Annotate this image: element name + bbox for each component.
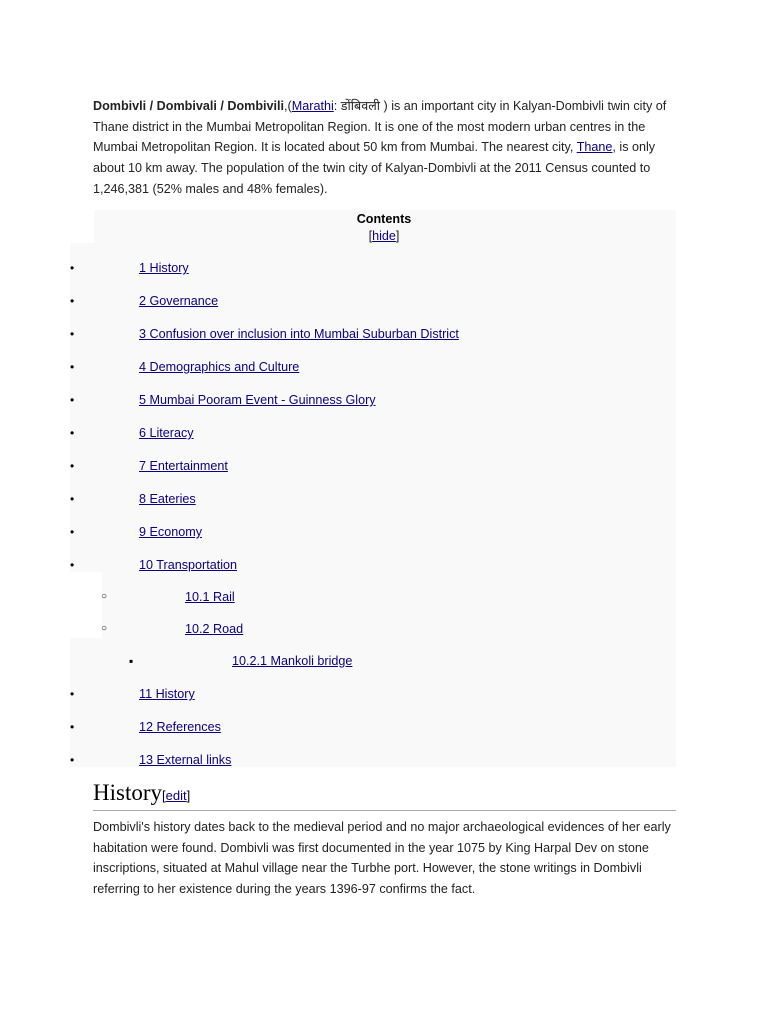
toc-item (0, 259, 768, 277)
history-paragraph: Dombivli's history dates back to the medieval period and no major archaeological evidences of her early habitation were found. Dombivli was first documented in the year 1075 by King Harpal Dev on stone inscriptions, situated at Mahul village near the Turbhe port. However, the stone writings in Dombivli referring to her existence during the years 1396-97 confirms the fact. (93, 820, 671, 896)
toc-item (0, 490, 768, 508)
edit-link[interactable]: edit (165, 788, 187, 803)
disc-bullet-icon: • (70, 294, 75, 308)
toc-item (0, 424, 768, 442)
intro-text-1: : डोंबिवली ) is an important city in Kalyan-Dombivli twin city of Thane district in the Mumbai Metropolitan Region. It is one of the most modern urban centres in the Mumbai Metropolitan Region. It is located about 50 km from Mumbai. The nearest city, (93, 99, 667, 155)
toc-hide-bracket: ] (395, 229, 400, 243)
toc-link[interactable]: 10.1 Rail (185, 590, 235, 604)
toc-link[interactable]: 4 Demographics and Culture (139, 360, 300, 374)
article-lead-title: Dombivli / Dombivali / Dombivili (93, 99, 285, 113)
disc-bullet-icon: • (70, 753, 75, 767)
disc-bullet-icon: • (70, 261, 75, 275)
toc-link[interactable]: 13 External links (139, 753, 232, 767)
toc-item (0, 620, 768, 638)
toc-item (0, 718, 768, 736)
disc-bullet-icon: • (70, 360, 75, 374)
toc-item (0, 751, 768, 769)
intro-text-2: , is only about 10 km away. The population of the twin city of Kalyan-Dombivli at the 2011 Census counted to 1,246,381 (52% males and 48% females). (93, 140, 656, 196)
toc-link[interactable]: 5 Mumbai Pooram Event - Guinness Glory (139, 393, 376, 407)
disc-bullet-icon: • (70, 720, 75, 734)
square-bullet-icon: ▪ (129, 654, 134, 668)
toc-item (0, 652, 768, 670)
edit-bracket: [ (162, 788, 166, 803)
intro-paragraph (93, 96, 676, 200)
marathi-link[interactable]: Marathi (291, 99, 334, 113)
disc-bullet-icon: • (70, 558, 75, 572)
disc-bullet-icon: • (70, 459, 75, 473)
toc-hide-bracket: [ (368, 229, 373, 243)
toc-item (0, 358, 768, 376)
disc-bullet-icon: • (70, 492, 75, 506)
edit-section (162, 788, 190, 803)
disc-bullet-icon: • (70, 393, 75, 407)
toc-link[interactable]: 6 Literacy (139, 426, 194, 440)
toc-item (0, 325, 768, 343)
toc-item (0, 588, 768, 606)
toc-link[interactable]: 10.2 Road (185, 622, 244, 636)
disc-bullet-icon: • (70, 687, 75, 701)
toc-link[interactable]: 11 History (139, 687, 195, 701)
history-heading-text: History (93, 780, 162, 805)
disc-bullet-icon: • (70, 327, 75, 341)
toc-item (0, 391, 768, 409)
toc-link[interactable]: 10 Transportation (139, 558, 238, 572)
circle-bullet-icon: ○ (101, 591, 108, 602)
toc-hide-toggle (0, 228, 768, 244)
toc-link[interactable]: 7 Entertainment (139, 459, 228, 473)
toc-title: Contents (356, 212, 412, 226)
toc-link[interactable]: 9 Economy (139, 525, 202, 539)
toc-link[interactable]: 3 Confusion over inclusion into Mumbai Suburban District (139, 327, 459, 341)
toc-item (0, 523, 768, 541)
intro-paren: ,( (284, 99, 292, 113)
toc-item (0, 556, 768, 574)
toc-item (0, 292, 768, 310)
toc-link[interactable]: 2 Governance (139, 294, 219, 308)
edit-bracket: ] (186, 788, 191, 803)
toc-hide-link[interactable]: hide (372, 229, 396, 243)
disc-bullet-icon: • (70, 426, 75, 440)
circle-bullet-icon: ○ (101, 623, 108, 634)
toc-item (0, 685, 768, 703)
toc-link[interactable]: 10.2.1 Mankoli bridge (232, 654, 353, 668)
toc-link[interactable]: 1 History (139, 261, 189, 275)
toc-link[interactable]: 12 References (139, 720, 221, 734)
history-heading (93, 779, 676, 811)
disc-bullet-icon: • (70, 525, 75, 539)
toc-link[interactable]: 8 Eateries (139, 492, 196, 506)
thane-link[interactable]: Thane (576, 140, 613, 155)
toc-item (0, 457, 768, 475)
